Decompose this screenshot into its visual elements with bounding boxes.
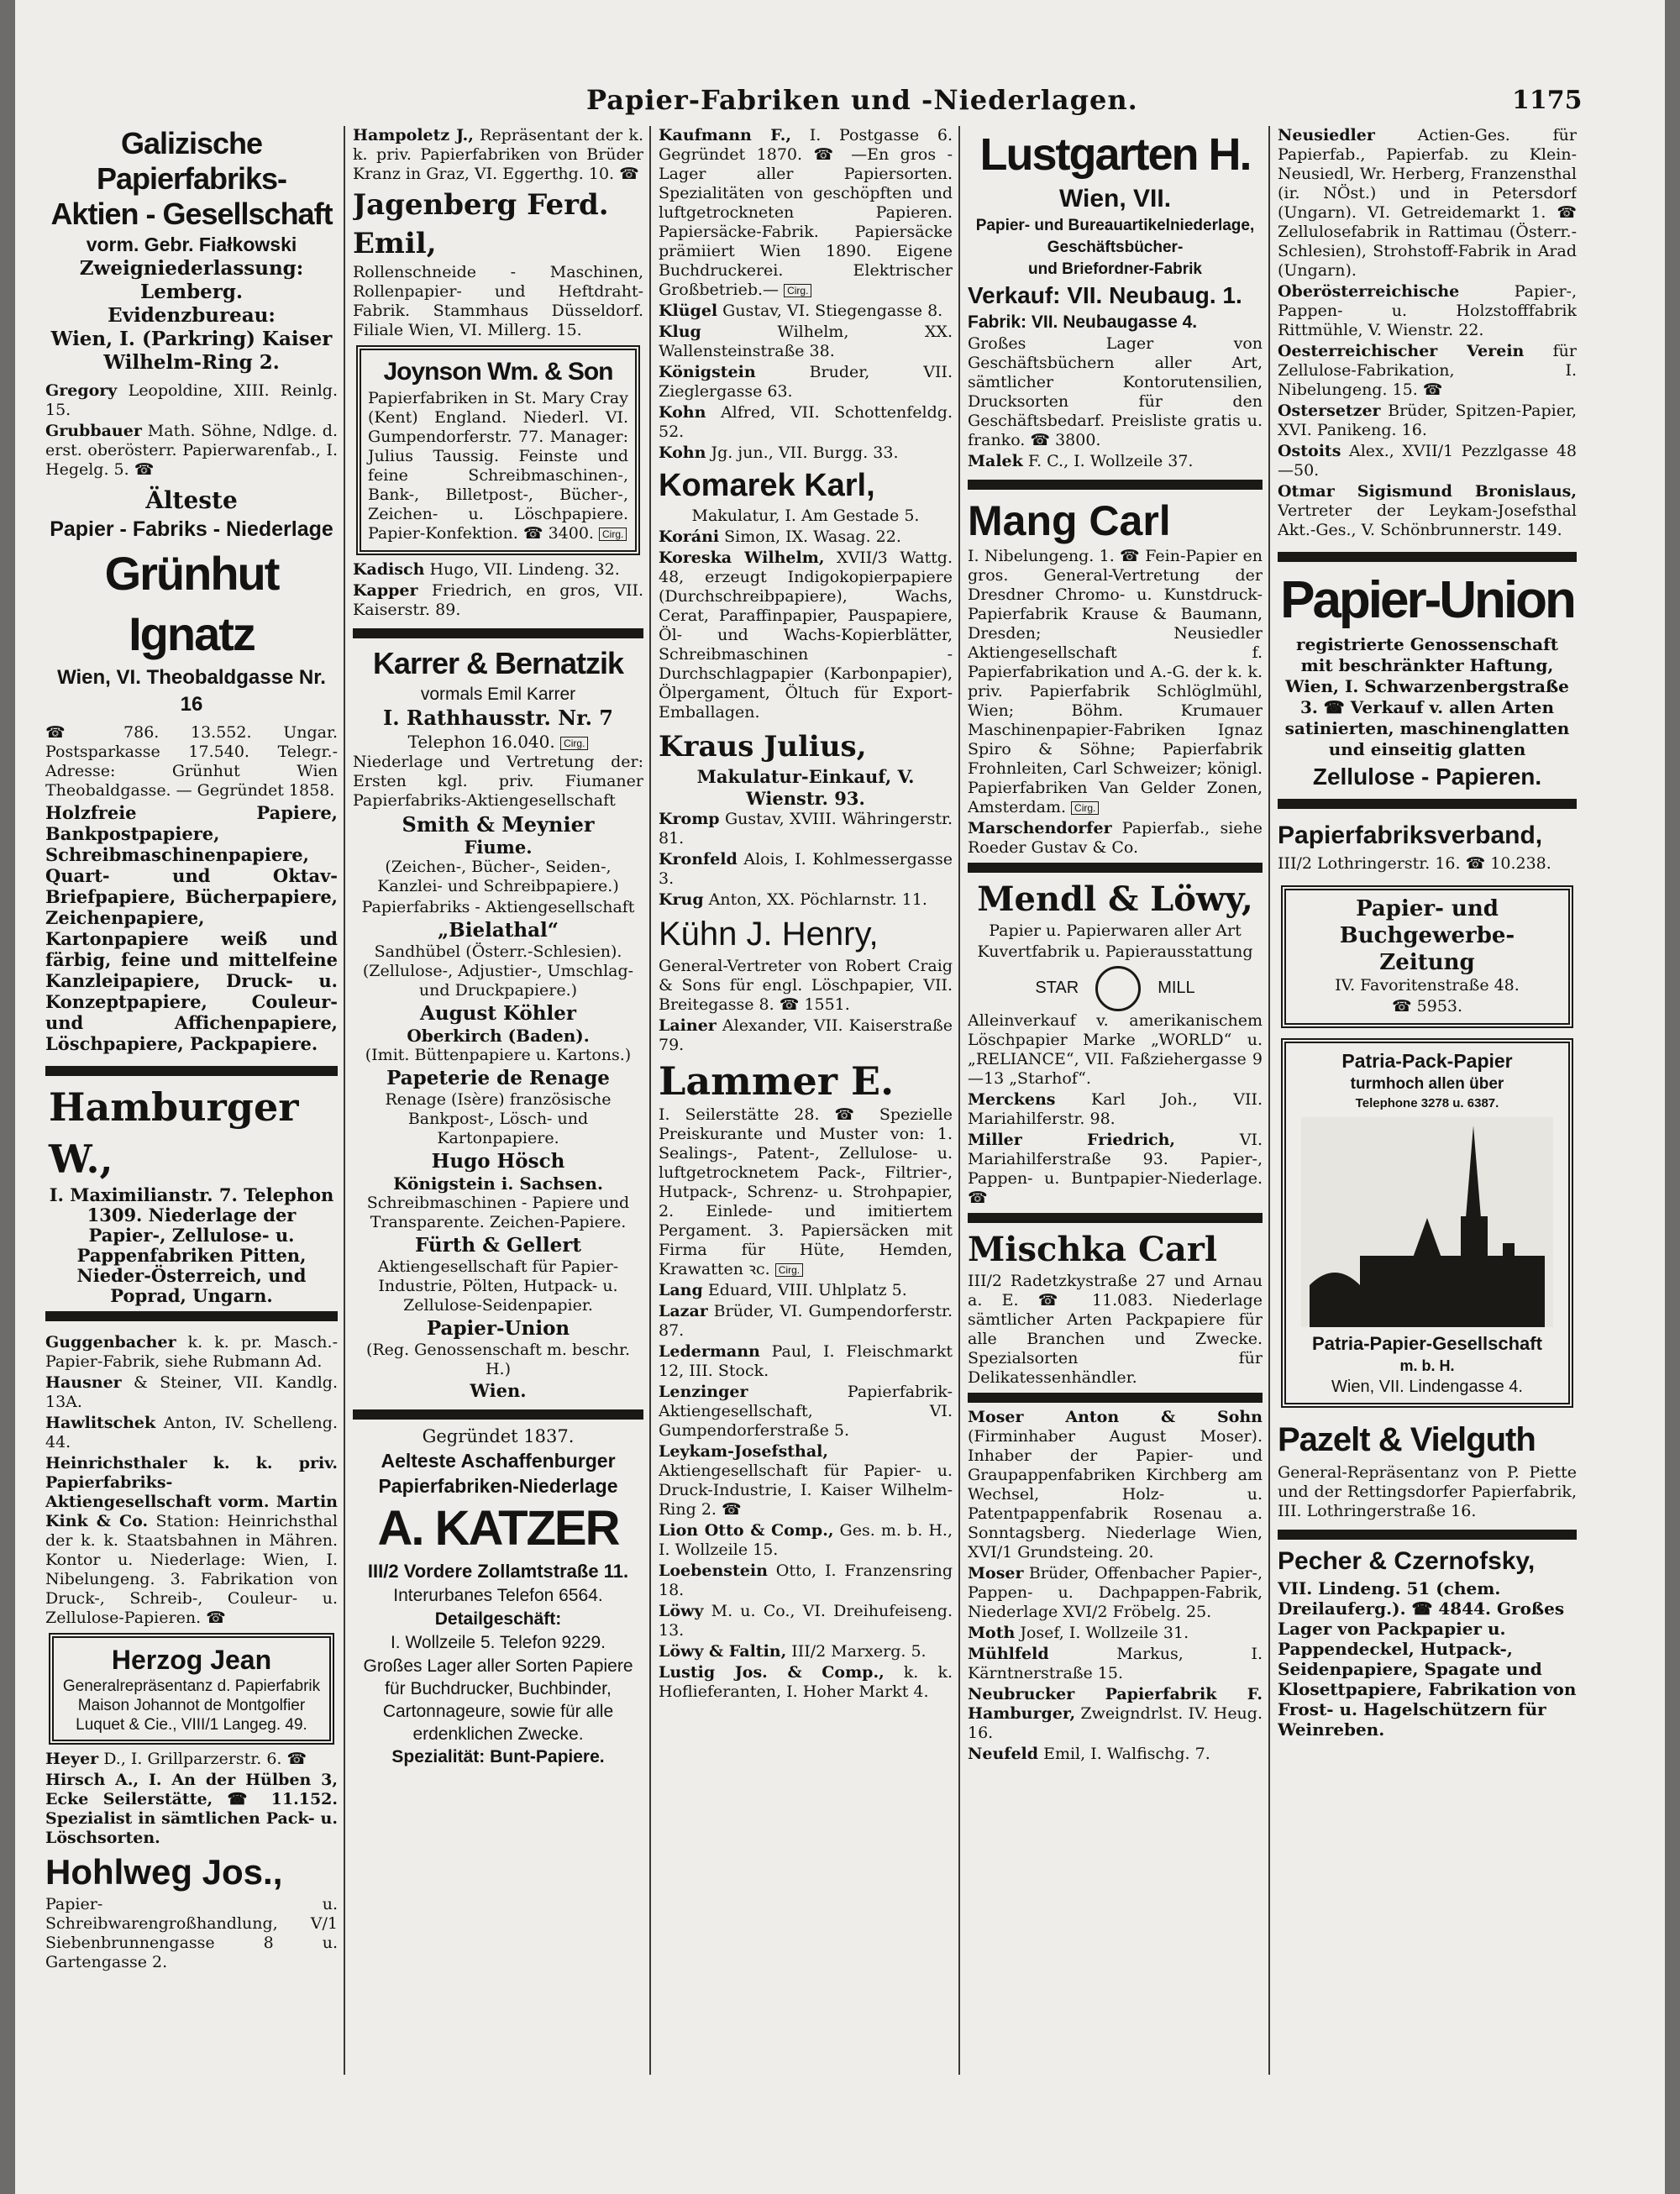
ad-line: Aelteste Aschaffenburger [381, 1450, 616, 1472]
entry-heyer [45, 1750, 338, 1769]
entry-text: k. k. pr. Masch.-Papier-Fabrik, siehe Rubmann Ad. [45, 1333, 338, 1371]
entry-malek [968, 452, 1263, 471]
ad-line: m. b. H. [1399, 1357, 1455, 1374]
entry-name: Merckens [968, 1090, 1056, 1109]
entry-neusiedler [1278, 126, 1577, 281]
entry-name: Mühlfeld [968, 1645, 1049, 1663]
page-header [15, 81, 1665, 123]
entry-text: Repräsentant der k. k. priv. Papierfabriken von Brüder Kranz in Graz, VI. Eggerthg. 10. ☎ [353, 126, 643, 183]
ad-line: Älteste [145, 486, 238, 514]
entry-neufeld [968, 1745, 1263, 1764]
ad-text: registrierte Genossenschaft mit beschränkter Haftung, Wien, I. Schwarzenbergstraße 3. ☎ Verkauf v. allen Arten satinierten, maschinenglatten und einseitig glatten [1284, 634, 1570, 759]
entry-text: Actien-Ges. für Papierfab., Papierfab. zu Klein-Neusiedl, Wr. Herberg, Franzensthal (ir. NÖst.) und in Petersdorf (Ungarn). VI. Getreidemarkt 1. ☎ Zellulosefabrik in Rattimau (Österr.-Schlesien), Strohstoff-Fabrik in Arad (Ungarn). [1278, 126, 1577, 280]
entry-name: Gregory [45, 381, 118, 400]
entry-kohn [659, 403, 953, 442]
ad-title: A. KATZER [377, 1501, 619, 1556]
entry-name: Lazar [659, 1302, 708, 1320]
entry-kadisch [353, 560, 643, 580]
ad-text: ☎ 786. 13.552. Ungar. Postsparkasse 17.540. Telegr.-Adresse: Grünhut Wien Theobaldgasse. — Gegründet 1858. [45, 723, 338, 800]
ad-lustgarten [968, 126, 1263, 334]
ad-line: Kuvertfabrik u. Papierausstattung [977, 942, 1253, 961]
ad-title: Kraus Julius, [659, 730, 867, 764]
page [15, 0, 1665, 2194]
entry-krug [659, 890, 953, 910]
entry-moser [968, 1408, 1263, 1562]
entry-miller [968, 1131, 1263, 1208]
entry-name: Ostersetzer [1278, 402, 1381, 420]
ad-title: Lammer E. [659, 1058, 895, 1104]
entry-loewy [659, 1602, 953, 1640]
entry-name: Lainer [659, 1016, 717, 1035]
column-rule [958, 126, 960, 2075]
entry-lang [659, 1281, 953, 1300]
entry-koreska [659, 548, 953, 722]
ad-patria [1281, 1038, 1573, 1408]
entry-oberoesterreichische [1278, 282, 1577, 340]
ad-line: Geschäftsbücher- [1047, 239, 1184, 256]
entry-name: Otmar Sigismund Bronislaus, [1278, 482, 1577, 501]
ad-title: Grünhut Ignatz [104, 547, 279, 660]
entry-text: Zweigndrlst. IV. Heug. 16. [968, 1704, 1263, 1742]
ad-text: Großes Lager von Geschäftsbüchern aller Art, sämtlicher Kontorutensilien, Drucksorten für den Geschäftsbedarf. Preisliste gratis u. franko. ☎ 3800. [968, 334, 1263, 449]
ad-line: Evidenzbureau: [108, 304, 276, 327]
ad-text: (Reg. Genossenschaft m. beschr. H.) [365, 1341, 631, 1378]
star-mill-icon [1095, 966, 1141, 1011]
ad-herzog [49, 1633, 334, 1745]
ad-line: Zweigniederlassung: [79, 257, 304, 280]
entry-hirsch: Hirsch A., I. An der Hülben 3, Ecke Seilerstätte, ☎ 11.152. Spezialist in sämtlichen Pack- u. Löschsorten. [45, 1771, 338, 1847]
ad-galizische [45, 126, 338, 375]
ad-title: August Köhler [420, 1002, 576, 1025]
entry-text: Station: Heinrichsthal der k. k. Staatsbahnen in Mähren. Kontor u. Niederlage: Wien, I. Nibelungeng. 3. Fabrikation von Druck-, Schreib-, Couleur- u. Zellulose-Papieren. ☎ [45, 1512, 338, 1627]
ad-katzer [353, 1425, 643, 1769]
entry-name: Koreska Wilhelm, [659, 548, 825, 567]
entry-name: Oberösterreichische [1278, 282, 1460, 301]
ad-line: Zellulose - Papieren. [1312, 764, 1542, 790]
entry-kohn [659, 444, 953, 463]
ad-line: I. Wollzeile 5. Telefon 9229. [390, 1633, 606, 1652]
ad-text: I. Maximilianstr. 7. Telephon 1309. Niederlage der Papier-, Zellulose- u. Pappenfabriken Pitten, Nieder-Österreich, und Poprad, Ungarn. [49, 1184, 334, 1306]
entry-text: Markus, I. Kärntnerstraße 15. [968, 1645, 1263, 1682]
ad-title: Hamburger W., [49, 1084, 299, 1182]
rule-bar [45, 1066, 338, 1076]
entry-name: Klügel [659, 302, 718, 320]
entry-merckens [968, 1090, 1263, 1129]
entry-text: Otto, I. Franzensring 18. [659, 1562, 953, 1599]
ad-line: Fiume. [464, 837, 533, 858]
column-rule [344, 126, 345, 2075]
ad-text: Aktiengesellschaft für Papier-Industrie, Pölten, Hutpack- u. Zellulose-Seidenpapier. [377, 1257, 619, 1315]
ad-title: Patria-Pack-Papier [1341, 1050, 1513, 1072]
entry-lazar [659, 1302, 953, 1341]
rule-bar [1278, 552, 1577, 562]
entry-text: Wilhelm, XX. Wallensteinstraße 38. [659, 323, 953, 360]
ad-text: Niederlage und Vertretung der: Ersten kgl. priv. Fiumaner Papierfabriks-Aktiengesellschaft [353, 753, 643, 810]
ad-title: Joynson Wm. & Son [383, 358, 613, 386]
ad-line: Interurbanes Telefon 6564. [393, 1586, 603, 1605]
ad-telephone: Telephon 16.040. [407, 732, 555, 752]
ad-text: Papier- u. Schreibwarengroßhandlung, V/1 Siebenbrunnengasse 8 u. Gartengasse 2. [45, 1895, 338, 1971]
entry-text: Hugo, VII. Lindeng. 32. [424, 560, 620, 579]
entry-koenigstein [659, 363, 953, 402]
entry-name: Kaufmann F., [659, 126, 791, 144]
entry-name: Malek [968, 452, 1023, 470]
ad-title: Papierfabriksverband, [1278, 821, 1543, 849]
entry-kronfeld [659, 850, 953, 889]
entry-oesterreichischer-verein [1278, 342, 1577, 400]
entry-text: Papierfab., siehe Roeder Gustav & Co. [968, 819, 1263, 857]
entry-name: Heyer [45, 1750, 99, 1768]
entry-text: Brüder, Spitzen-Papier, XVI. Panikeng. 16. [1278, 402, 1577, 439]
ad-title: Papier-Union [426, 1317, 570, 1340]
entry-ostoits [1278, 442, 1577, 480]
ad-text: Sandhübel (Österr.-Schlesien). (Zellulose-, Adjustier-, Umschlag- und Druckpapiere.) [362, 942, 634, 1000]
entry-neubrucker [968, 1685, 1263, 1743]
entry-text: Eduard, VIII. Uhlplatz 5. [702, 1281, 907, 1299]
column-rule [649, 126, 651, 2075]
entry-marschendorfer [968, 819, 1263, 858]
entry-text: Papierfabrik-Aktiengesellschaft, VI. Gumpendorferstraße 5. [659, 1383, 953, 1440]
ad-text: Großes Lager aller Sorten Papiere für Buchdrucker, Buchbinder, Cartonnageure, sowie für alle erdenklichen Zwecke. [363, 1656, 633, 1744]
entry-lainer [659, 1016, 953, 1055]
ad-line: ☎ 5953. [1391, 997, 1463, 1016]
ad-title: Galizische Papierfabriks- [96, 126, 287, 196]
entry-name: Miller Friedrich, [968, 1131, 1176, 1149]
ad-title: Mendl & Löwy, [977, 879, 1253, 919]
ad-text: Generalrepräsentanz d. Papierfabrik Maison Johannot de Montgolfier Luquet & Cie., VIII/1 Langeg. 49. [62, 1677, 321, 1734]
entry-name: Oesterreichischer Verein [1278, 342, 1525, 360]
entry-ostersetzer [1278, 402, 1577, 440]
ad-text: III/2 Radetzkystraße 27 und Arnau a. E. ☎ 11.083. Niederlage sämtlicher Arten Packpapiere für alle Branchen und Zwecke. Spezialsorten für Delikatessenhändler. [968, 1272, 1263, 1387]
entry-name: Ostoits [1278, 442, 1341, 460]
ad-text: General-Repräsentanz von P. Piette und der Rettingsdorfer Papierfabrik, III. Lothringerstraße 16. [1278, 1463, 1577, 1520]
entry-text: Alois, I. Kohlmessergasse 3. [659, 850, 953, 888]
entry-text: Alfred, VII. Schottenfeldg. 52. [659, 403, 953, 441]
ad-line: turmhoch allen über [1350, 1075, 1504, 1093]
entry-name: Lustig Jos. & Comp., [659, 1663, 885, 1682]
entry-text: Anton, XX. Pöchlarnstr. 11. [703, 890, 927, 909]
telephone-badge: Cirg. [560, 737, 588, 750]
entry-name: Kromp [659, 810, 720, 828]
rule-bar [968, 1213, 1263, 1223]
ad-line: vorm. Gebr. Fiałkowski [86, 234, 297, 255]
ad-line: Papier u. Papierwaren aller Art [989, 921, 1242, 940]
entry-name: Guggenbacher [45, 1333, 176, 1352]
ad-title: Papeterie de Renage [386, 1067, 610, 1089]
entry-hawlitschek [45, 1414, 338, 1452]
entry-text: Friedrich, en gros, VII. Kaiserstr. 89. [353, 581, 643, 619]
column-3 [659, 126, 953, 2075]
entry-ledermann [659, 1342, 953, 1381]
rule-bar [968, 480, 1263, 490]
ad-text: Renage (Isère) französische Bankpost-, Lösch- und Kartonpapiere. [385, 1090, 612, 1147]
entry-name: Königstein [659, 363, 756, 381]
entry-text: Paul, I. Fleischmarkt 12, III. Stock. [659, 1342, 953, 1380]
entry-text: Brüder, Offenbacher Papier-, Pappen- u. Dachpappen-Fabrik, Niederlage XVI/2 Fröbelg. 25. [968, 1564, 1263, 1621]
ad-text-body: I. Seilerstätte 28. ☎ Spezielle Preiskurante und Muster von: 1. Sealings-, Patent-, Zellulose- u. luftgetrocknetem Pack-, Filtrier-, Hutpack-, Schrenz- u. Strohpapier, 2. Einlede- und imitiertem Pergament. 3. Papiersäcken mit Firma für Hüte, Hemden, Krawatten ꝛc. [659, 1105, 953, 1278]
entry-text: Gustav, XVIII. Währingerstr. 81. [659, 810, 953, 848]
ad-title: „Bielathal“ [438, 919, 559, 942]
entry-kluegel [659, 302, 953, 321]
entry-text: I. Postgasse 6. Gegründet 1870. ☎ —En gros - Lager aller Papiersorten. Spezialitäten von geschöpften und luftgetrockneten Papieren. Papiersäcke-Fabrik. Papiersäcke prämiiert Wien 1890. Eigene Buchdruckerei. Elektrischer Großbetrieb.— [659, 126, 953, 299]
ad-text [659, 1105, 953, 1279]
entry-text: Jg. jun., VII. Burgg. 33. [706, 444, 899, 462]
entry-name: Kapper [353, 581, 418, 600]
ad-text: Makulatur, I. Am Gestade 5. [691, 507, 920, 525]
ad-title: Jagenberg Ferd. Emil, [353, 188, 609, 260]
ad-line: Papierfabriken-Niederlage [378, 1475, 618, 1497]
entry-moser-brueder [968, 1564, 1263, 1622]
column-rule [1268, 126, 1270, 2075]
entry-text: Gustav, VI. Stiegengasse 8. [717, 302, 943, 320]
ad-title: Mang Carl [968, 497, 1171, 544]
entry-lustig [659, 1663, 953, 1702]
entry-text: F. C., I. Wollzeile 37. [1022, 452, 1194, 470]
entry-text: D., I. Grillparzerstr. 6. ☎ [98, 1750, 307, 1768]
entry-name: Klug [659, 323, 701, 341]
entry-text: & Steiner, VII. Kandlg. 13A. [45, 1373, 338, 1411]
entry-text: Karl Joh., VII. Mariahilferstr. 98. [968, 1090, 1263, 1128]
entry-text: Vertreter der Leykam-Josefsthal Akt.-Ges., V. Schönbrunnerstr. 149. [1278, 501, 1577, 539]
entry-name: Hampoletz J., [353, 126, 474, 144]
ad-title: Aktien - Gesellschaft [50, 197, 333, 231]
entry-muehlfeld [968, 1645, 1263, 1683]
entry-name: Kadisch [353, 560, 425, 579]
ad-text: (Imit. Büttenpapiere u. Kartons.) [365, 1046, 632, 1064]
logo-text-mill: MILL [1158, 979, 1195, 997]
ad-line: IV. Favoritenstraße 48. [1335, 976, 1520, 995]
entry-text: Aktiengesellschaft für Papier- u. Druck-Industrie, I. Kaiser Wilhelm-Ring 2. ☎ [659, 1462, 953, 1519]
entry-name: Lion Otto & Comp., [659, 1521, 834, 1540]
ad-title: Pazelt & Vielguth [1278, 1421, 1536, 1458]
ad-text: (Zeichen-, Bücher-, Seiden-, Kanzlei- und Schreibpapiere.) [377, 858, 619, 895]
column-5 [1278, 126, 1577, 2075]
ad-line: Detailgeschäft: [434, 1609, 562, 1629]
entry-name: Neubrucker Papierfabrik F. Hamburger, [968, 1685, 1263, 1723]
entry-text: Ges. m. b. H., I. Wollzeile 15. [659, 1521, 953, 1559]
ad-address: III/2 Vordere Zollamtstraße 11. [367, 1561, 629, 1582]
ad-title: Komarek Karl, [659, 468, 875, 503]
entry-kromp [659, 810, 953, 848]
entry-klug [659, 323, 953, 361]
entry-text: k. k. Hoflieferanten, I. Hoher Markt 4. [659, 1663, 953, 1701]
ad-line: Papier- und [1356, 896, 1499, 921]
entry-hausner [45, 1373, 338, 1412]
ad-joynson [356, 345, 640, 555]
entry-gregory [45, 381, 338, 420]
rule-bar [353, 628, 643, 638]
ad-line: Papier- und Bureauartikelniederlage, [975, 217, 1255, 234]
ad-zeitung [1281, 885, 1573, 1028]
ad-mendl [968, 878, 1263, 1011]
entry-heinrichsthaler [45, 1454, 338, 1628]
ad-title: Papier-Union [1280, 571, 1574, 629]
entry-hampoletz [353, 126, 643, 184]
entry-name: Neufeld [968, 1745, 1039, 1763]
entry-name: Kronfeld [659, 850, 738, 869]
entry-text: (Firminhaber August Moser). Inhaber der Papier- und Graupappenfabriken Kirchberg am Wechsel, Holz- u. Patentpappenfabrik Rosenau a. Sonntagsberg. Niederlage Wien, XVI/1 Grundsteing. 20. [968, 1427, 1263, 1562]
entry-name: Moser [968, 1564, 1024, 1583]
entry-name: Lenzinger [659, 1383, 748, 1401]
ad-title: Karrer & Bernatzik [372, 646, 624, 680]
ad-title: Herzog Jean [111, 1645, 272, 1675]
ad-text: Makulatur-Einkauf, V. Wienstr. 93. [696, 766, 915, 809]
ad-address: Wien, VI. Theobaldgasse Nr. 16 [57, 666, 326, 716]
column-4 [968, 126, 1263, 2075]
stephansdom-illustration [1301, 1117, 1553, 1327]
ad-title: Fürth & Gellert [414, 1234, 581, 1257]
entry-name: Hausner [45, 1373, 122, 1392]
telephone-badge: Cirg. [599, 528, 627, 541]
ad-line: Königstein i. Sachsen. [393, 1173, 603, 1194]
entry-name: Lang [659, 1281, 703, 1299]
ad-title: Hugo Hösch [431, 1150, 565, 1173]
ad-line [353, 731, 643, 753]
ad-line: Wilhelm-Ring 2. [103, 351, 280, 374]
cathedral-skyline-icon [1301, 1117, 1553, 1327]
entry-text: Alex., XVII/1 Pezzlgasse 48—50. [1278, 442, 1577, 480]
entry-name: Ledermann [659, 1342, 760, 1361]
telephone-badge: Cirg. [775, 1263, 803, 1277]
entry-name: Krug [659, 890, 704, 909]
ad-title: Hohlweg Jos., [45, 1852, 283, 1892]
entry-grubbauer [45, 422, 338, 480]
ad-text: VII. Lindeng. 51 (chem. Dreilauferg.). ☎ 4844. Großes Lager von Packpapier u. Pappendeckel, Hutpack-, Seidenpapiere, Spagate und Klosettpapiere, Fabrikation von Frost- u. Hagelschützern für Weinreben. [1278, 1578, 1577, 1740]
entry-text: Simon, IX. Wasag. 22. [719, 528, 901, 546]
entry-name: Löwy & Faltin, [659, 1642, 787, 1661]
entry-leykam [659, 1442, 953, 1520]
ad-text [368, 389, 628, 543]
entry-guggenbacher [45, 1333, 338, 1372]
ad-line: Lemberg. [139, 281, 244, 303]
entry-loebenstein [659, 1562, 953, 1600]
entry-kapper [353, 581, 643, 620]
rule-bar [1278, 799, 1577, 809]
ad-text-body: Papierfabriken in St. Mary Cray (Kent) England. Niederl. VI. Gumpendorferstr. 77. Manager: Julius Taussig. Feinste und feine Schreibmaschinen-, Bank-, Billetpost-, Bücher-, Zeichen- u. Löschpapiere. Papier-Konfektion. ☎ 3400. [368, 389, 628, 543]
ad-title: Lustgarten H. [979, 129, 1251, 180]
entry-text: III/2 Marxerg. 5. [786, 1642, 927, 1661]
entry-name: Kohn [659, 403, 706, 422]
entry-text: Math. Söhne, Ndlge. d. erst. oberösterr. Papierwarenfab., I. Hegelg. 5. ☎ [45, 422, 338, 479]
ad-line: Spezialität: Bunt-Papiere. [391, 1747, 605, 1766]
ad-title: Patria-Papier-Gesellschaft [1312, 1333, 1542, 1354]
ad-line: I. Rathhausstr. Nr. 7 [382, 706, 614, 730]
entry-name: Loebenstein [659, 1562, 768, 1580]
ad-text-body: I. Nibelungeng. 1. ☎ Fein-Papier en gros. General-Vertretung der Dresdner Chromo- u. Kunstdruck-Papierfabrik Krause & Baumann, Dresden; Neusiedler Aktiengesellschaft f. Papierfabrikation und A.-G. der k. k. priv. Papierfabrik Schlöglmühl, Wien; Böhm. Krumauer Maschinenpapier-Fabriken Ignaz Spiro & Söhne; Papierfabrik Frohnleiten, Carl Schweizer; königl. Papierfabriken Van Gelder Zonen, Amsterdam. [968, 547, 1263, 816]
ad-line: Buchgewerbe-Zeitung [1339, 923, 1515, 975]
rule-bar [968, 863, 1263, 873]
entry-text: für Zellulose-Fabrikation, I. Nibelungeng. 15. ☎ [1278, 342, 1577, 399]
ad-gruenhut [45, 486, 338, 718]
entry-text: Josef, I. Wollzeile 31. [1015, 1624, 1189, 1642]
ad-text: Papierfabriks - Aktiengesellschaft [361, 898, 635, 916]
ad-line: Papier - Fabriks - Niederlage [50, 517, 333, 541]
entry-otmar [1278, 482, 1577, 540]
ad-line: vormals Emil Karrer [420, 685, 576, 704]
entry-name: Marschendorfer [968, 819, 1112, 837]
entry-moth [968, 1624, 1263, 1643]
ad-line: Wien, VII. [1058, 185, 1172, 213]
entry-name: Grubbauer [45, 422, 142, 440]
rule-bar [1278, 1530, 1577, 1540]
star-mill-logo [968, 963, 1263, 1011]
rule-bar [353, 1409, 643, 1420]
entry-name: Kohn [659, 444, 706, 462]
entry-text: Leopoldine, XIII. Reinlg. 15. [45, 381, 338, 419]
rule-bar [45, 1311, 338, 1321]
entry-kaufmann [659, 126, 953, 300]
page-header-title: Papier-Fabriken und -Niederlagen. [586, 84, 1138, 116]
ad-text: Schreibmaschinen - Papiere und Transparente. Zeichen-Papiere. [366, 1194, 630, 1231]
rule-bar [968, 1393, 1263, 1403]
entry-text: Alexander, VII. Kaiserstraße 79. [659, 1016, 953, 1054]
entry-loewy-faltin [659, 1642, 953, 1661]
ad-line: Wien, I. (Parkring) Kaiser [50, 328, 333, 350]
entry-name: Hawlitschek [45, 1414, 156, 1432]
ad-text: Alleinverkauf v. amerikanischem Löschpapier Marke „WORLD“ u. „RELIANCE“, VII. Faßziehergasse 9—13 „Starhof“. [968, 1011, 1263, 1088]
entry-name: Leykam-Josefsthal, [659, 1442, 829, 1461]
entry-name: Koráni [659, 528, 720, 546]
ad-line: Wien, VII. Lindengasse 4. [1331, 1378, 1523, 1396]
ad-line: Gegründet 1837. [422, 1426, 575, 1446]
ad-line: Verkauf: VII. Neubaug. 1. [968, 282, 1242, 308]
ad-text: General-Vertreter von Robert Craig & Sons für engl. Löschpapier, VII. Breitegasse 8. ☎ 1551. [659, 957, 953, 1014]
entry-name: Moth [968, 1624, 1016, 1642]
ad-line: Telephone 3278 u. 6387. [1355, 1096, 1499, 1110]
ad-line: Fabrik: VII. Neubaugasse 4. [968, 312, 1198, 332]
ad-title: Pecher & Czernofsky, [1278, 1547, 1536, 1575]
telephone-badge: Cirg. [784, 284, 811, 297]
ad-title: Smith & Meynier [402, 812, 595, 837]
entry-lion [659, 1521, 953, 1560]
entry-text: Papier-, Pappen- u. Holzstofffabrik Rittmühle, V. Wienstr. 22. [1278, 282, 1577, 339]
entry-korani [659, 528, 953, 547]
entry-lenzinger [659, 1383, 953, 1441]
column-1 [45, 126, 338, 2075]
page-number: 1175 [1512, 86, 1583, 115]
ad-text [968, 547, 1263, 817]
ad-text: Rollenschneide - Maschinen, Rollenpapier- und Heftdraht-Fabrik. Stammhaus Düsseldorf. Filiale Wien, VI. Millerg. 15. [353, 263, 643, 339]
ad-title: Kühn J. Henry, [659, 916, 879, 953]
column-2 [353, 126, 643, 2075]
ad-karrer [353, 643, 643, 1401]
entry-text: Emil, I. Walfischg. 7. [1038, 1745, 1210, 1763]
logo-text-star: STAR [1035, 979, 1079, 997]
ad-line: Oberkirch (Baden). [407, 1026, 590, 1046]
entry-text: VI. Mariahilferstraße 93. Papier-, Pappen- u. Buntpapier-Niederlage. ☎ [968, 1131, 1263, 1207]
telephone-badge: Cirg. [1071, 801, 1099, 815]
ad-text: Holzfreie Papiere, Bankpostpapiere, Schreibmaschinenpapiere, Quart- und Oktav-Briefpapiere, Bücherpapiere, Zeichenpapiere, Kartonpapiere weiß und färbig, feine und mittelfeine Kanzleipapiere, Druck- u. Konzeptpapiere, Couleur- und Affichenpapiere, Löschpapiere, Packpapiere. [45, 802, 338, 1054]
entry-text: Anton, IV. Schelleng. 44. [45, 1414, 338, 1451]
entry-text: XVII/3 Wattg. 48, erzeugt Indigokopierpapiere (Durchschreibpapiere), Wachs, Cerat, Paraffinpapier, Pauspapiere, Öl- und Wachs-Kopierblätter, Schreibmaschinen - Durchschlagpapier (Karbonpapier), Ölpergament, Öltuch für Export-Emballagen. [659, 548, 953, 722]
entry-text: M. u. Co., VI. Dreihufeiseng. 13. [659, 1602, 953, 1640]
entry-name: Heinrichsthaler k. k. priv. Papierfabriks-Aktiengesellschaft vorm. Martin Kink & Co. [45, 1454, 338, 1530]
ad-title: Mischka Carl [968, 1230, 1218, 1269]
ad-text: III/2 Lothringerstr. 16. ☎ 10.238. [1278, 854, 1551, 873]
entry-text: Brüder, VI. Gumpendorferstr. 87. [659, 1302, 953, 1340]
entry-name: Löwy [659, 1602, 704, 1620]
ad-line: Wien. [470, 1380, 527, 1401]
entry-name: Moser Anton & Sohn [968, 1408, 1263, 1426]
entry-text: Bruder, VII. Zieglergasse 63. [659, 363, 953, 401]
ad-line: und Briefordner-Fabrik [1028, 260, 1202, 278]
entry-name: Neusiedler [1278, 126, 1375, 144]
